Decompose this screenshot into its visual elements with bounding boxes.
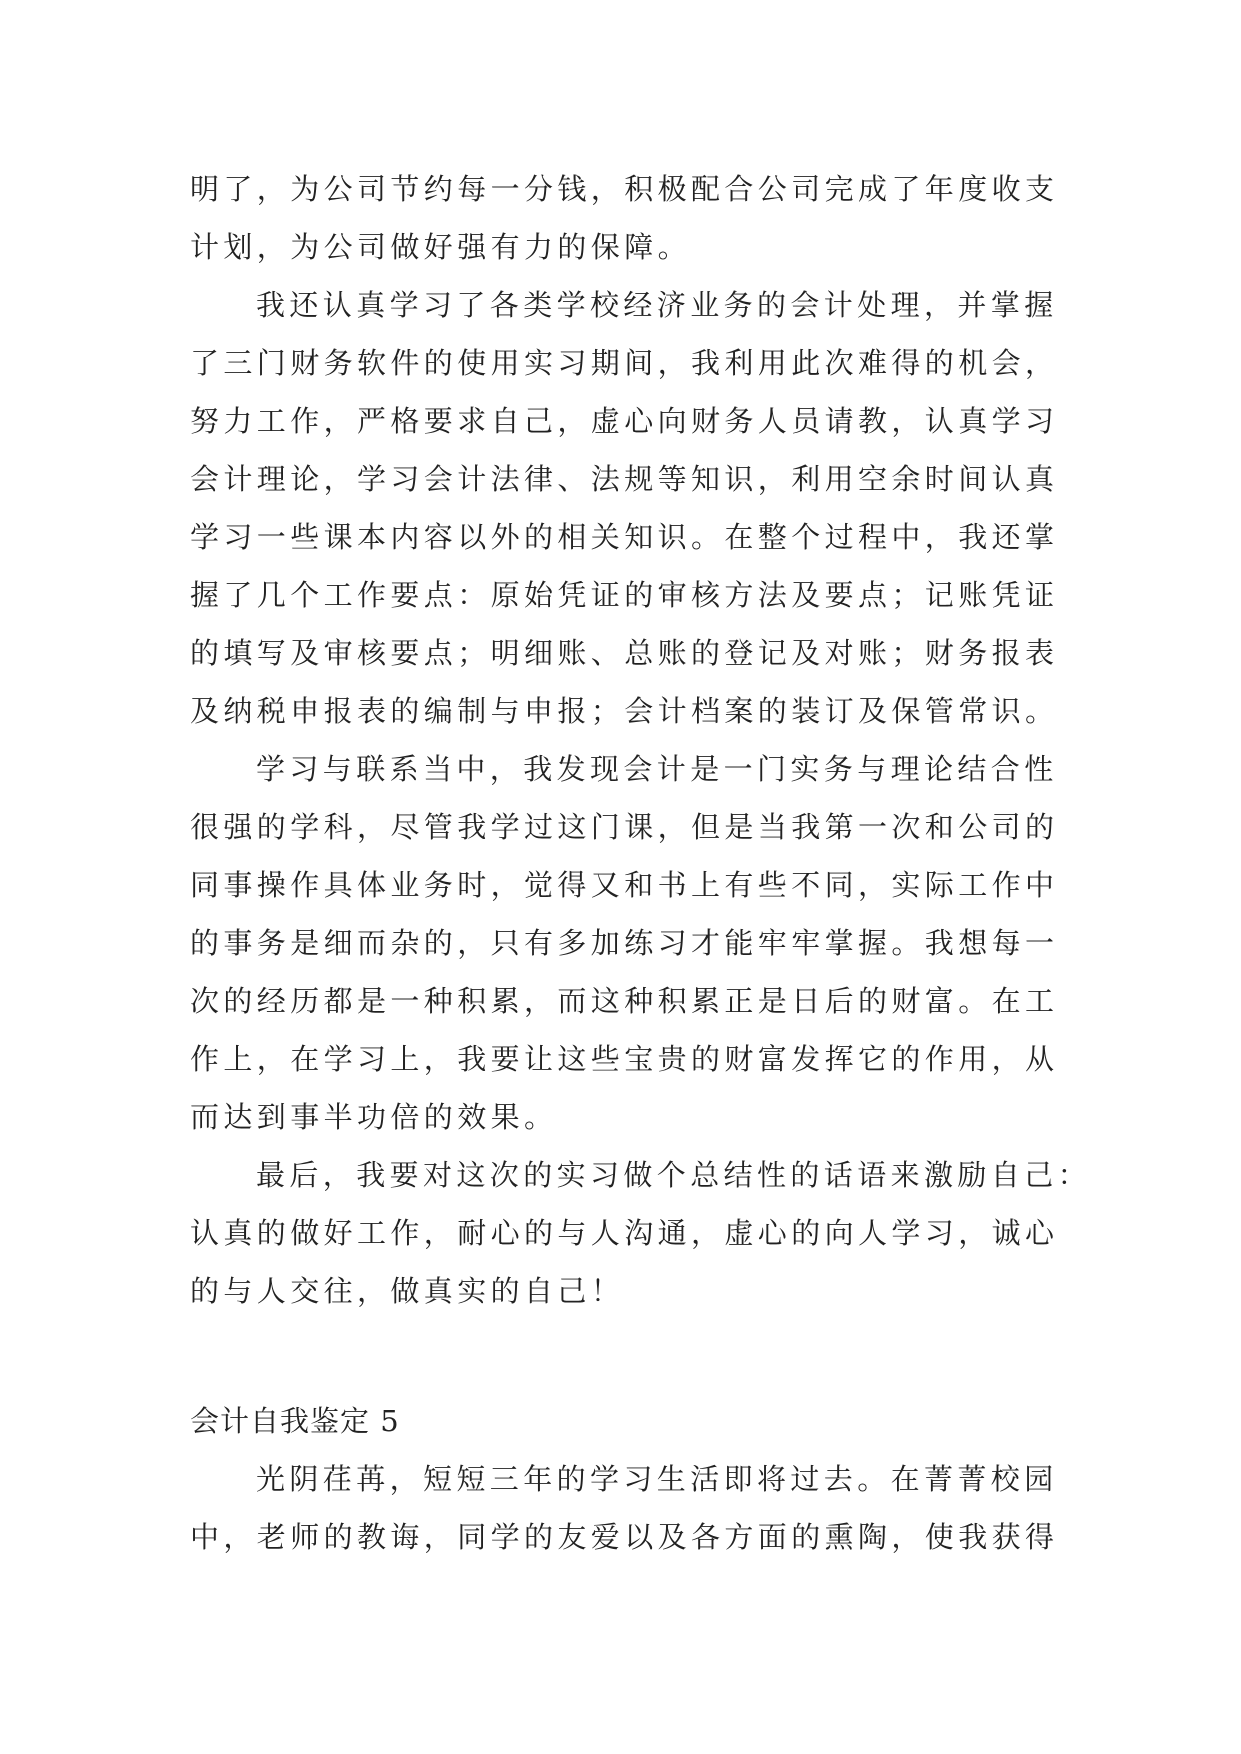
- text-line: 握了几个工作要点：原始凭证的审核方法及要点；记账凭证: [190, 578, 1059, 612]
- text-line: 计划，为公司做好强有力的保障。: [190, 230, 692, 264]
- text-line: 明了，为公司节约每一分钱，积极配合公司完成了年度收支: [190, 172, 1059, 206]
- text-line: 学习一些课本内容以外的相关知识。在整个过程中，我还掌: [190, 520, 1059, 554]
- paragraph: [190, 160, 1070, 276]
- document-body: [190, 160, 1092, 1566]
- text-line: 次的经历都是一种积累，而这种积累正是日后的财富。在工: [190, 984, 1059, 1018]
- text-line: 我还认真学习了各类学校经济业务的会计处理，并掌握: [256, 288, 1058, 322]
- section-gap: [190, 1320, 1070, 1392]
- text-line: 的与人交往，做真实的自己！: [190, 1274, 625, 1308]
- text-line: 同事操作具体业务时，觉得又和书上有些不同，实际工作中: [190, 868, 1059, 902]
- text-line: 学习与联系当中，我发现会计是一门实务与理论结合性: [256, 752, 1058, 786]
- text-line: 了三门财务软件的使用实习期间，我利用此次难得的机会，: [190, 346, 1059, 380]
- text-line: 会计理论，学习会计法律、法规等知识，利用空余时间认真: [190, 462, 1059, 496]
- text-line: 认真的做好工作，耐心的与人沟通，虚心的向人学习，诚心: [190, 1216, 1059, 1250]
- text-line: 中，老师的教诲，同学的友爱以及各方面的熏陶，使我获得: [190, 1520, 1059, 1554]
- text-line: 光阴荏苒，短短三年的学习生活即将过去。在菁菁校园: [256, 1462, 1058, 1496]
- text-line: 努力工作，严格要求自己，虚心向财务人员请教，认真学习: [190, 404, 1059, 438]
- paragraph: [190, 1450, 1070, 1566]
- text-line: 最后，我要对这次的实习做个总结性的话语来激励自己：: [256, 1158, 1092, 1192]
- section-heading: 会计自我鉴定 5: [190, 1404, 400, 1438]
- paragraph: [190, 1146, 1092, 1320]
- text-line: 及纳税申报表的编制与申报；会计档案的装订及保管常识。: [190, 694, 1059, 728]
- text-line: 很强的学科，尽管我学过这门课，但是当我第一次和公司的: [190, 810, 1059, 844]
- text-line: 的事务是细而杂的，只有多加练习才能牢牢掌握。我想每一: [190, 926, 1059, 960]
- paragraph: [190, 740, 1070, 1146]
- text-line: 而达到事半功倍的效果。: [190, 1100, 558, 1134]
- text-line: 的填写及审核要点；明细账、总账的登记及对账；财务报表: [190, 636, 1059, 670]
- text-line: 作上，在学习上，我要让这些宝贵的财富发挥它的作用，从: [190, 1042, 1059, 1076]
- paragraph: [190, 276, 1070, 740]
